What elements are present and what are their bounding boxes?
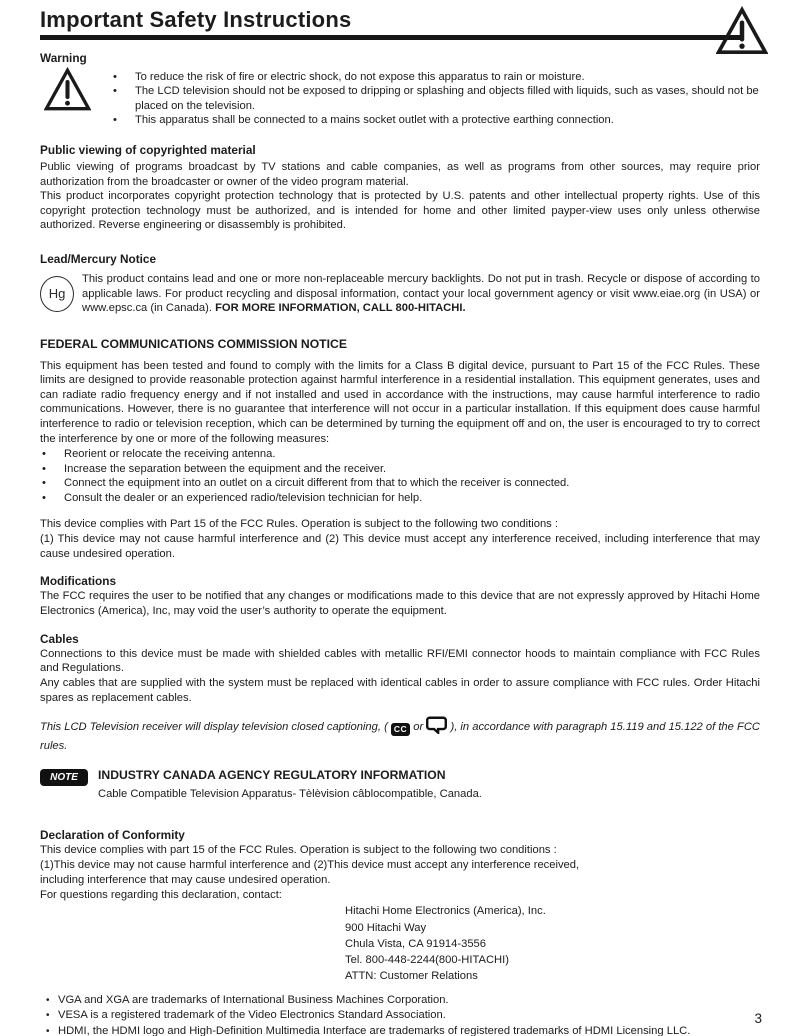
fcc-measures-list <box>40 447 760 505</box>
warning-bullet <box>113 113 760 128</box>
caption-note-text: ), in accordance with paragraph 15.119 and 15.122 of the FCC rules. <box>40 721 760 752</box>
title-rule <box>40 35 742 40</box>
warning-bullet-text: To reduce the risk of fire or electric shock, do not expose this apparatus to rain or moisture. <box>135 70 585 83</box>
warning-bullet-text: The LCD television should not be exposed to dripping or splashing and objects filled with liquids, such as vases, should not be placed on the television. <box>135 85 759 112</box>
fcc-conditions-intro: This device complies with Part 15 of the FCC Rules. Operation is subject to the following two conditions : <box>40 518 558 531</box>
cables-heading: Cables <box>40 631 79 646</box>
bullet-icon: • <box>113 114 117 127</box>
caption-bubble-icon <box>426 725 447 737</box>
warning-bullet-text: This apparatus shall be connected to a mains socket outlet with a protective earthing connection. <box>135 114 614 127</box>
closed-caption-cc-icon: CC <box>391 723 410 736</box>
fcc-measure-text: Increase the separation between the equipment and the receiver. <box>64 462 387 475</box>
warning-heading: Warning <box>40 51 87 66</box>
fcc-conditions-body: (1) This device may not cause harmful interference and (2) This device must accept any interference received, including interference that may cause undesired operation. <box>40 532 760 560</box>
bullet-icon: • <box>42 448 46 461</box>
caption-note-text: This LCD Television receiver will display television closed captioning, ( <box>40 721 391 734</box>
public-viewing-section <box>40 143 760 233</box>
declaration-line: For questions regarding this declaration, contact: <box>40 889 282 902</box>
cables-para1: Connections to this device must be made with shielded cables with metallic RFI/EMI connector hoods to maintain compliance with FCC Rules and Regulations. <box>40 647 760 675</box>
contact-line: 900 Hitachi Way <box>345 921 427 934</box>
fcc-measure <box>40 476 760 491</box>
lead-mercury-text <box>82 272 760 316</box>
trademark-item <box>40 993 760 1008</box>
modifications-heading: Modifications <box>40 574 117 589</box>
fcc-measure-text: Consult the dealer or an experienced radio/television technician for help. <box>64 491 423 504</box>
warning-bullet-list <box>113 70 760 128</box>
bullet-icon: • <box>42 462 46 475</box>
bullet-icon: • <box>113 70 117 83</box>
contact-line: Hitachi Home Electronics (America), Inc. <box>345 905 546 918</box>
contact-block <box>345 903 760 984</box>
bullet-icon: • <box>42 491 46 504</box>
warning-bullet <box>113 70 760 85</box>
cables-para2: Any cables that are supplied with the system must be replaced with identical cables in order to assure compliance with FCC rules. Order Hitachi spares as replacement cables. <box>40 677 760 704</box>
declaration-heading: Declaration of Conformity <box>40 827 185 842</box>
lead-mercury-text-normal: This product contains lead and one or more non-replaceable mercury backlights. Do not put in trash. Recycle or dispose of according to applicable laws. For product recycling and disposal information, contact your local government agency or visit www.eiae.org (in USA) or www.epsc.ca (in Canada). <box>82 273 760 315</box>
public-viewing-para2: This product incorporates copyright protection technology that is protected by U.S. patents and other intellectual property rights. Use of this copyright protection technology must be authorized, and is intended for home and other limited payper-view uses only unless otherwise authorized. Reverse engineering or disassembly is prohibited. <box>40 190 760 232</box>
declaration-line: This device complies with part 15 of the FCC Rules. Operation is subject to the following two conditions : <box>40 844 557 856</box>
fcc-intro: This equipment has been tested and found to comply with the limits for a Class B digital device, pursuant to Part 15 of the FCC Rules. These limits are designed to provide reasonable protection against harmful interference in a residential installation. This equipment generates, uses and can radiate radio frequency energy and if not installed and used in accordance with the instructions, may cause harmful interference to radio communications. However, there is no guarantee that interference will not occur in a particular installation. If this equipment does cause harmful interference to radio or television reception, which can be determined by turning the equipment off and on, the user is encouraged to try to correct the interference by one or more of the following measures: <box>40 359 760 445</box>
trademark-item <box>40 1024 760 1036</box>
fcc-measure <box>40 491 760 506</box>
trademark-text: HDMI, the HDMI logo and High-Definition Multimedia Interface are trademarks of registered trademarks of HDMI Licensing LLC. <box>58 1024 691 1036</box>
warning-bullet <box>113 84 760 113</box>
modifications-section <box>40 574 760 618</box>
trademark-text: VESA is a registered trademark of the Video Electronics Standard Association. <box>58 1009 446 1022</box>
canada-heading: INDUSTRY CANADA AGENCY REGULATORY INFORMATION <box>98 768 446 783</box>
modifications-text: The FCC requires the user to be notified that any changes or modifications made to this device that are not expressly approved by Hitachi Home Electronics (America), Inc, may void the user’s authority to operate the equipment. <box>40 590 760 617</box>
fcc-heading: FEDERAL COMMUNICATIONS COMMISSION NOTICE <box>40 336 347 351</box>
trademarks-section <box>40 993 760 1036</box>
bullet-icon: • <box>46 994 50 1006</box>
page-title: Important Safety Instructions <box>40 7 352 32</box>
note-badge: NOTE <box>40 769 88 786</box>
bullet-icon: • <box>113 85 117 98</box>
fcc-measure <box>40 462 760 477</box>
fcc-section <box>40 337 760 561</box>
lead-mercury-heading: Lead/Mercury Notice <box>40 251 157 266</box>
canada-note-section <box>40 768 760 801</box>
warning-triangle-icon <box>44 67 91 117</box>
public-viewing-heading: Public viewing of copyrighted material <box>40 142 256 157</box>
declaration-line: (1)This device may not cause harmful interference and (2)This device must accept any interference received, <box>40 859 580 872</box>
bullet-icon: • <box>42 477 46 490</box>
bullet-icon: • <box>46 1010 50 1022</box>
trademark-item <box>40 1008 760 1023</box>
lead-mercury-section <box>40 252 760 316</box>
canada-note-body <box>98 768 482 801</box>
mercury-hg-icon: Hg <box>40 276 74 312</box>
lead-mercury-text-bold: FOR MORE INFORMATION, CALL 800-HITACHI. <box>215 302 466 315</box>
trademark-text: VGA and XGA are trademarks of International Business Machines Corporation. <box>58 993 449 1006</box>
cables-section <box>40 632 760 706</box>
contact-line: Tel. 800-448-2244(800-HITACHI) <box>345 954 509 967</box>
warning-section <box>40 51 760 128</box>
fcc-conditions <box>40 517 760 561</box>
canada-subtext: Cable Compatible Television Apparatus- Tèlèvision câblocompatible, Canada. <box>98 788 482 801</box>
caption-note-connector: or <box>410 721 427 734</box>
declaration-line: including interference that may cause undesired operation. <box>40 874 331 887</box>
contact-line: ATTN: Customer Relations <box>345 970 478 983</box>
page-number: 3 <box>754 1011 762 1027</box>
declaration-section <box>40 828 760 985</box>
fcc-measure-text: Reorient or relocate the receiving antenna. <box>64 448 276 461</box>
lead-mercury-body <box>40 272 760 316</box>
closed-caption-note <box>40 716 760 753</box>
bullet-icon: • <box>46 1025 50 1036</box>
fcc-measure <box>40 447 760 462</box>
public-viewing-para1: Public viewing of programs broadcast by TV stations and cable companies, as well as programs from other sources, may require prior authorization from the broadcaster or owner of the video program material. <box>40 161 760 188</box>
page-header <box>40 8 760 40</box>
fcc-measure-text: Connect the equipment into an outlet on a circuit different from that to which the receiver is connected. <box>64 477 570 490</box>
contact-line: Chula Vista, CA 91914-3556 <box>345 937 486 950</box>
